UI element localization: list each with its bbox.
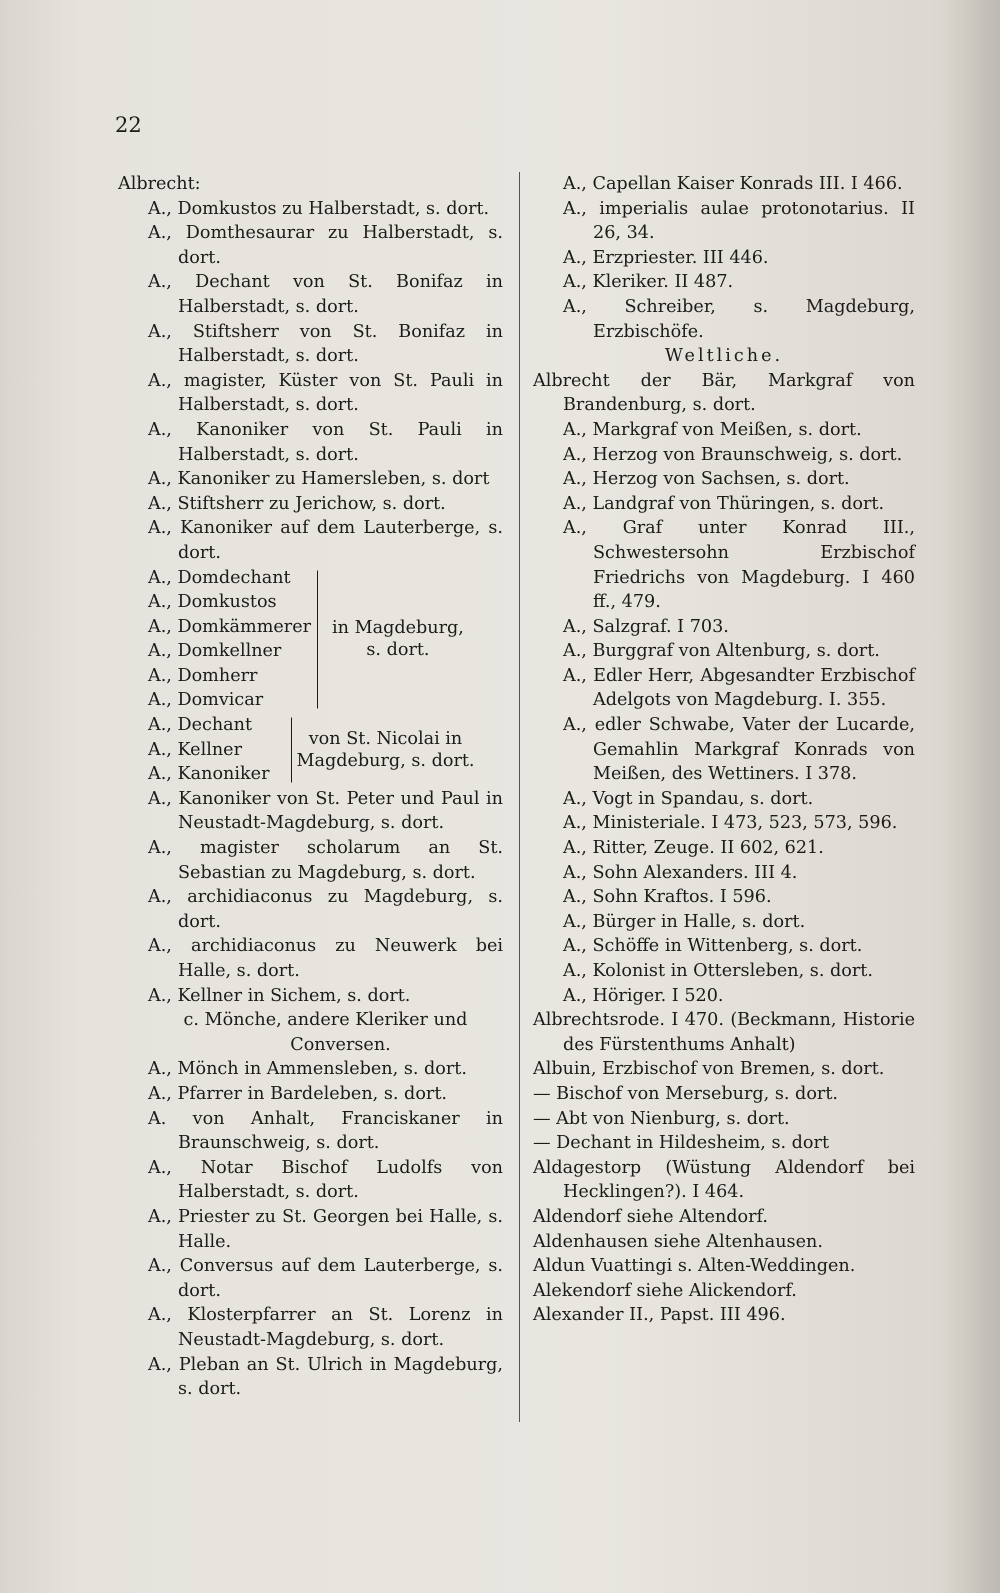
brace-group-nicolai [148,713,503,787]
index-entry: A., Domkustos zu Halberstadt, s. dort. [148,198,490,219]
index-entry: A., Kanoniker auf dem Lauterberge, s. dort. [148,518,503,563]
index-entry: A., Bürger in Halle, s. dort. [563,911,806,932]
section-heading-weltliche: Weltliche. [664,346,784,367]
index-entry: A., Kleriker. II 487. [563,272,734,293]
index-entry: A., Kanoniker von St. Pauli in Halberstadt, s. dort. [148,419,503,465]
page-number: 22 [115,113,142,137]
index-entry: A., Stiftsherr von St. Bonifaz in Halberstadt, s. dort. [148,321,503,367]
index-entry: A., Capellan Kaiser Konrads III. I 466. [563,174,903,194]
entry-list-a [118,197,503,566]
curly-brace [317,570,328,710]
index-entry: A., Salzgraf. I 703. [563,616,729,637]
index-entry: A., Kellner in Sichem, s. dort. [148,985,411,1006]
index-entry: A., Domkellner [148,641,282,662]
index-entry-main: — Dechant in Hildesheim, s. dort [533,1133,830,1154]
index-entry: A., Schreiber, s. Magdeburg, Erzbischöfe. [563,296,915,342]
brace-group-items [148,566,311,714]
index-entry: A., Conversus auf dem Lauterberge, s. dort. [148,1256,503,1301]
brace-target-line: s. dort. [366,640,430,661]
index-entry: A., Herzog von Braunschweig, s. dort. [563,444,903,465]
index-entry: A., Kanoniker zu Hamersleben, s. dort [148,469,490,490]
index-entry: A., magister scholarum an St. Sebastian zu Magdeburg, s. dort. [148,838,503,883]
index-entry: A., Edler Herr, Abgesandter Erzbischof Adelgots von Magdeburg. I. 355. [563,665,915,711]
section-heading-c: c. Mönche, andere Kleriker und Conversen. [183,1010,468,1055]
index-entry: A., Domvicar [148,690,264,711]
right-column [533,172,915,1328]
index-entry-main: Alekendorf siehe Alickendorf. [533,1280,797,1301]
left-column [118,172,503,1402]
entry-list-c [118,1057,503,1401]
entry-heading: Albrecht: [118,174,201,194]
index-entry: A., imperialis aulae protonotarius. II 26, 34. [563,198,915,244]
index-entry: A., archidiaconus zu Neuwerk bei Halle, s. dort. [148,936,503,981]
index-entry: A., Kanoniker [148,764,270,785]
index-entry: A., Dechant [148,715,253,736]
index-entry: A., Domherr [148,665,258,686]
index-entry: A., Höriger. I 520. [563,985,724,1006]
brace-group-magdeburg [148,566,503,714]
index-entry: A., archidiaconus zu Magdeburg, s. dort. [148,887,503,932]
index-entry: A., Pfarrer in Bardeleben, s. dort. [148,1083,447,1104]
index-entry: A., Ministeriale. I 473, 523, 573, 596. [563,813,898,834]
index-entry: A., Domkustos [148,592,277,613]
index-entry: A., Burggraf von Altenburg, s. dort. [563,641,880,662]
index-entry: A., Stiftsherr zu Jerichow, s. dort. [148,493,446,514]
index-entry-main: Alexander II., Papst. III 496. [533,1305,786,1326]
entry-list-a [533,172,915,344]
index-entry: A., Kellner [148,739,242,760]
index-entry: A., Schöffe in Wittenberg, s. dort. [563,936,863,957]
curly-brace [281,717,292,783]
brace-target-line: Magdeburg, s. dort. [296,750,475,771]
index-entry: A., Vogt in Spandau, s. dort. [563,788,814,809]
index-entry-main: — Abt von Nienburg, s. dort. [533,1108,790,1129]
index-entry: A., Herzog von Sachsen, s. dort. [563,469,850,490]
index-entry: A., Notar Bischof Ludolfs von Halberstadt, s. dort. [148,1157,503,1203]
index-entry: A., Priester zu St. Georgen bei Halle, s. Halle. [148,1206,503,1252]
index-entry-main: — Bischof von Merseburg, s. dort. [533,1083,838,1104]
index-entry: A., Kanoniker von St. Peter und Paul in Neustadt-Magdeburg, s. dort. [148,788,503,834]
index-entry-main: Albrechtsrode. I 470. (Beckmann, Historie des Fürstenthums Anhalt) [533,1010,915,1055]
brace-group-items [148,713,269,787]
brace-target-line: in Magdeburg, [332,618,464,639]
index-entry: A., Klosterpfarrer an St. Lorenz in Neustadt-Magdeburg, s. dort. [148,1305,503,1350]
index-entry: A., Sohn Alexanders. III 4. [563,862,798,883]
index-entry: A., Ritter, Zeuge. II 602, 621. [563,838,824,859]
brace-group-target [296,728,474,772]
entry-list-b [533,418,915,1008]
index-entry: A., edler Schwabe, Vater der Lucarde, Gemahlin Markgraf Konrads von Meißen, des Wettiners. I 378. [563,715,915,785]
entry-list-b [118,787,503,1008]
brace-group-target [332,617,464,661]
entry-list-c [533,1008,915,1328]
index-entry: A., Graf unter Konrad III., Schwestersohn Erzbischof Friedrichs von Magdeburg. I 460 ff., 479. [563,518,915,613]
index-entry: A., Domthesaurar zu Halberstadt, s. dort. [148,223,503,268]
index-entry: A., Kolonist in Ottersleben, s. dort. [563,961,873,981]
index-entry-main: Albrecht der Bär, Markgraf von Brandenburg, s. dort. [533,370,915,416]
index-entry: A., Sohn Kraftos. I 596. [563,887,772,908]
index-entry-main: Albuin, Erzbischof von Bremen, s. dort. [533,1059,885,1080]
index-entry: A., Domkämmerer [148,616,312,637]
index-entry: A., Mönch in Ammensleben, s. dort. [148,1059,467,1080]
index-entry: A., Domdechant [148,567,291,588]
index-entry-main: Aldenhausen siehe Altenhausen. [533,1231,823,1252]
index-entry: A., Landgraf von Thüringen, s. dort. [563,493,885,514]
index-entry-main: Aldendorf siehe Altendorf. [533,1206,768,1227]
index-entry: A., Erzpriester. III 446. [563,247,769,268]
index-entry: A., magister, Küster von St. Pauli in Halberstadt, s. dort. [148,370,503,416]
index-entry: A., Markgraf von Meißen, s. dort. [563,419,862,440]
index-entry: A., Pleban an St. Ulrich in Magdeburg, s. dort. [148,1354,503,1400]
index-entry: A., Dechant von St. Bonifaz in Halberstadt, s. dort. [148,272,503,317]
index-entry-main: Aldun Vuattingi s. Alten-Weddingen. [533,1256,856,1277]
column-divider [519,172,520,1422]
brace-target-line: von St. Nicolai in [308,728,463,749]
index-entry-main: Aldagestorp (Wüstung Aldendorf bei Hecklingen?). I 464. [533,1157,915,1203]
index-entry: A. von Anhalt, Franciskaner in Braunschweig, s. dort. [148,1108,503,1154]
